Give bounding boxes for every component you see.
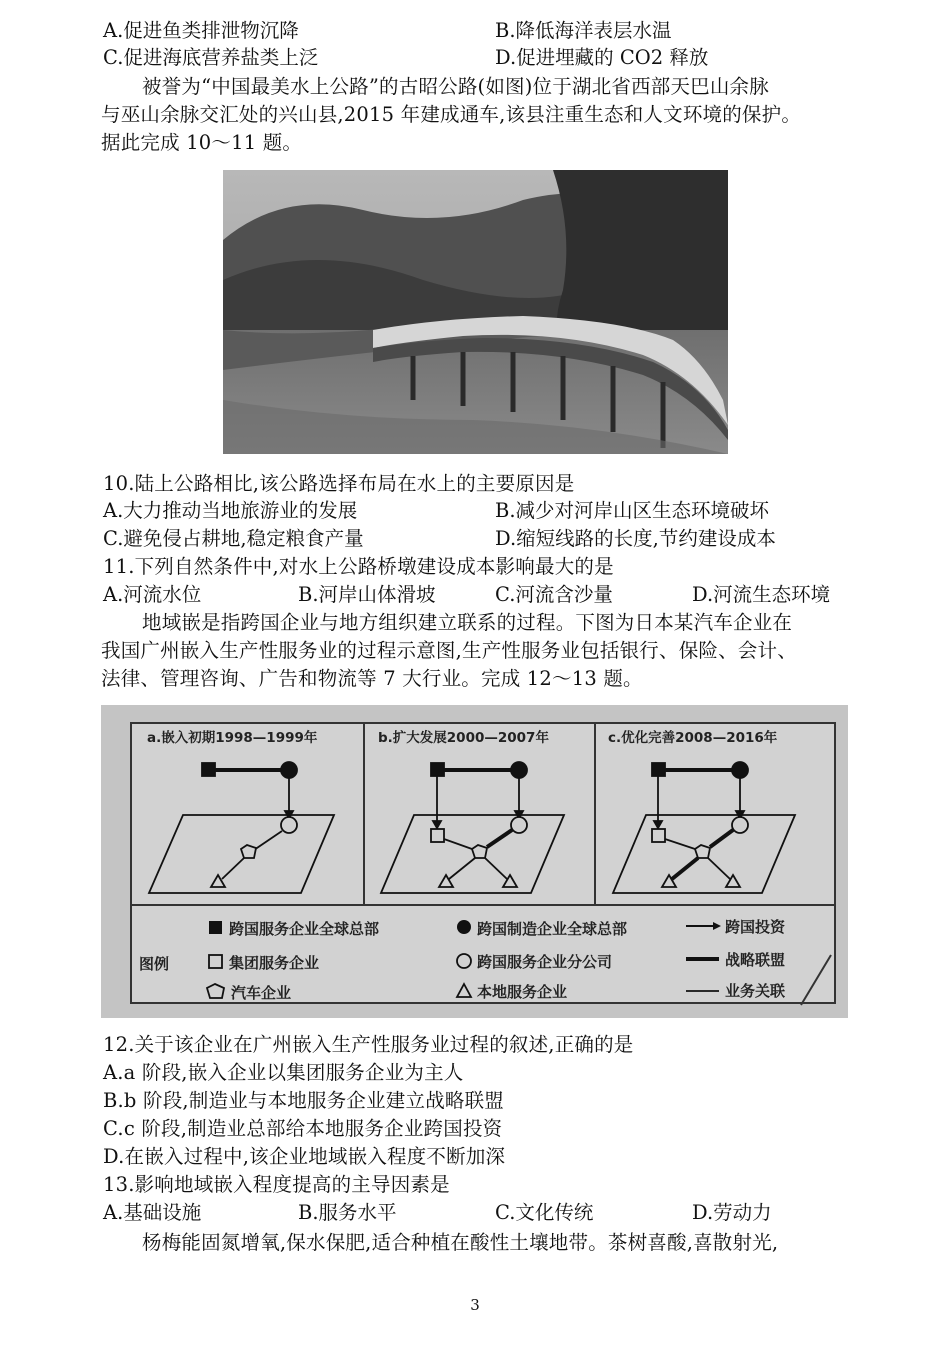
next-intro-line: 杨梅能固氮增氧,保水保肥,适合种植在酸性土壤地带。茶树喜酸,喜散射光, <box>142 1231 779 1254</box>
legend-investment: 跨国投资 <box>725 918 786 936</box>
intro1-line3: 据此完成 10～11 题。 <box>101 131 303 154</box>
q10-option-a: A.大力推动当地旅游业的发展 <box>103 499 358 522</box>
q12-stem: 12.关于该企业在广州嵌入生产性服务业过程的叙述,正确的是 <box>103 1033 634 1056</box>
legend-business-link: 业务关联 <box>725 982 786 1000</box>
hq-service-icon <box>209 921 222 934</box>
q13-stem: 13.影响地域嵌入程度提高的主导因素是 <box>103 1173 450 1196</box>
intro1-line1: 被誉为“中国最美水上公路”的古昭公路(如图)位于湖北省西部天巴山余脉 <box>142 75 769 98</box>
panel-c-title: c.优化完善2008—2016年 <box>608 730 778 746</box>
embedding-diagram <box>101 705 848 1018</box>
panel-a-title: a.嵌入初期1998—1999年 <box>147 730 318 746</box>
q13-option-c: C.文化传统 <box>495 1201 594 1224</box>
q12-option-c: C.c 阶段,制造业总部给本地服务企业跨国投资 <box>103 1117 503 1140</box>
q10-option-d: D.缩短线路的长度,节约建设成本 <box>495 527 776 550</box>
legend-auto: 汽车企业 <box>231 984 292 1002</box>
q11-option-a: A.河流水位 <box>103 583 202 606</box>
intro2-line1: 地域嵌是指跨国企业与地方组织建立联系的过程。下图为日本某汽车企业在 <box>142 611 793 634</box>
legend-branch-service: 跨国服务企业分公司 <box>477 953 613 971</box>
panel-b-title: b.扩大发展2000—2007年 <box>378 730 549 746</box>
q9-option-a: A.促进鱼类排泄物沉降 <box>103 19 299 42</box>
q11-option-d: D.河流生态环境 <box>692 583 831 606</box>
intro2-line2: 我国广州嵌入生产性服务业的过程示意图,生产性服务业包括银行、保险、会计、 <box>101 639 797 662</box>
q10-option-b: B.减少对河岸山区生态环境破坏 <box>495 499 770 522</box>
q9-option-b: B.降低海洋表层水温 <box>495 19 672 42</box>
legend-hq-manufacture: 跨国制造企业全球总部 <box>477 920 628 938</box>
embedding-diagram-svg <box>101 705 848 1018</box>
q11-option-c: C.河流含沙量 <box>495 583 613 606</box>
q12-option-b: B.b 阶段,制造业与本地服务企业建立战略联盟 <box>103 1089 505 1112</box>
legend-hq-service: 跨国服务企业全球总部 <box>229 920 380 938</box>
legend-alliance: 战略联盟 <box>725 951 786 969</box>
road-photo-image <box>223 170 728 454</box>
q13-option-a: A.基础设施 <box>103 1201 202 1224</box>
q12-option-a: A.a 阶段,嵌入企业以集团服务企业为主人 <box>103 1061 464 1084</box>
legend-title: 图例 <box>139 955 170 973</box>
q13-option-d: D.劳动力 <box>692 1201 772 1224</box>
intro2-line3: 法律、管理咨询、广告和物流等 7 大行业。完成 12～13 题。 <box>101 667 643 690</box>
intro1-line2: 与巫山余脉交汇处的兴山县,2015 年建成通车,该县注重生态和人文环境的保护。 <box>101 103 802 126</box>
q10-stem: 10.陆上公路相比,该公路选择布局在水上的主要原因是 <box>103 472 575 495</box>
q9-option-c: C.促进海底营养盐类上泛 <box>103 46 319 69</box>
q12-option-d: D.在嵌入过程中,该企业地域嵌入程度不断加深 <box>103 1145 506 1168</box>
q10-option-c: C.避免侵占耕地,稳定粮食产量 <box>103 527 364 550</box>
road-photo <box>223 170 728 454</box>
hq-manufacture-icon <box>457 920 471 934</box>
q11-option-b: B.河岸山体滑坡 <box>298 583 436 606</box>
q11-stem: 11.下列自然条件中,对水上公路桥墩建设成本影响最大的是 <box>103 555 614 578</box>
q13-option-b: B.服务水平 <box>298 1201 397 1224</box>
page-number: 3 <box>470 1296 480 1314</box>
q9-option-d: D.促进埋藏的 CO2 释放 <box>495 46 709 69</box>
legend-local-service: 本地服务企业 <box>477 983 568 1001</box>
legend-group-service: 集团服务企业 <box>229 954 320 972</box>
